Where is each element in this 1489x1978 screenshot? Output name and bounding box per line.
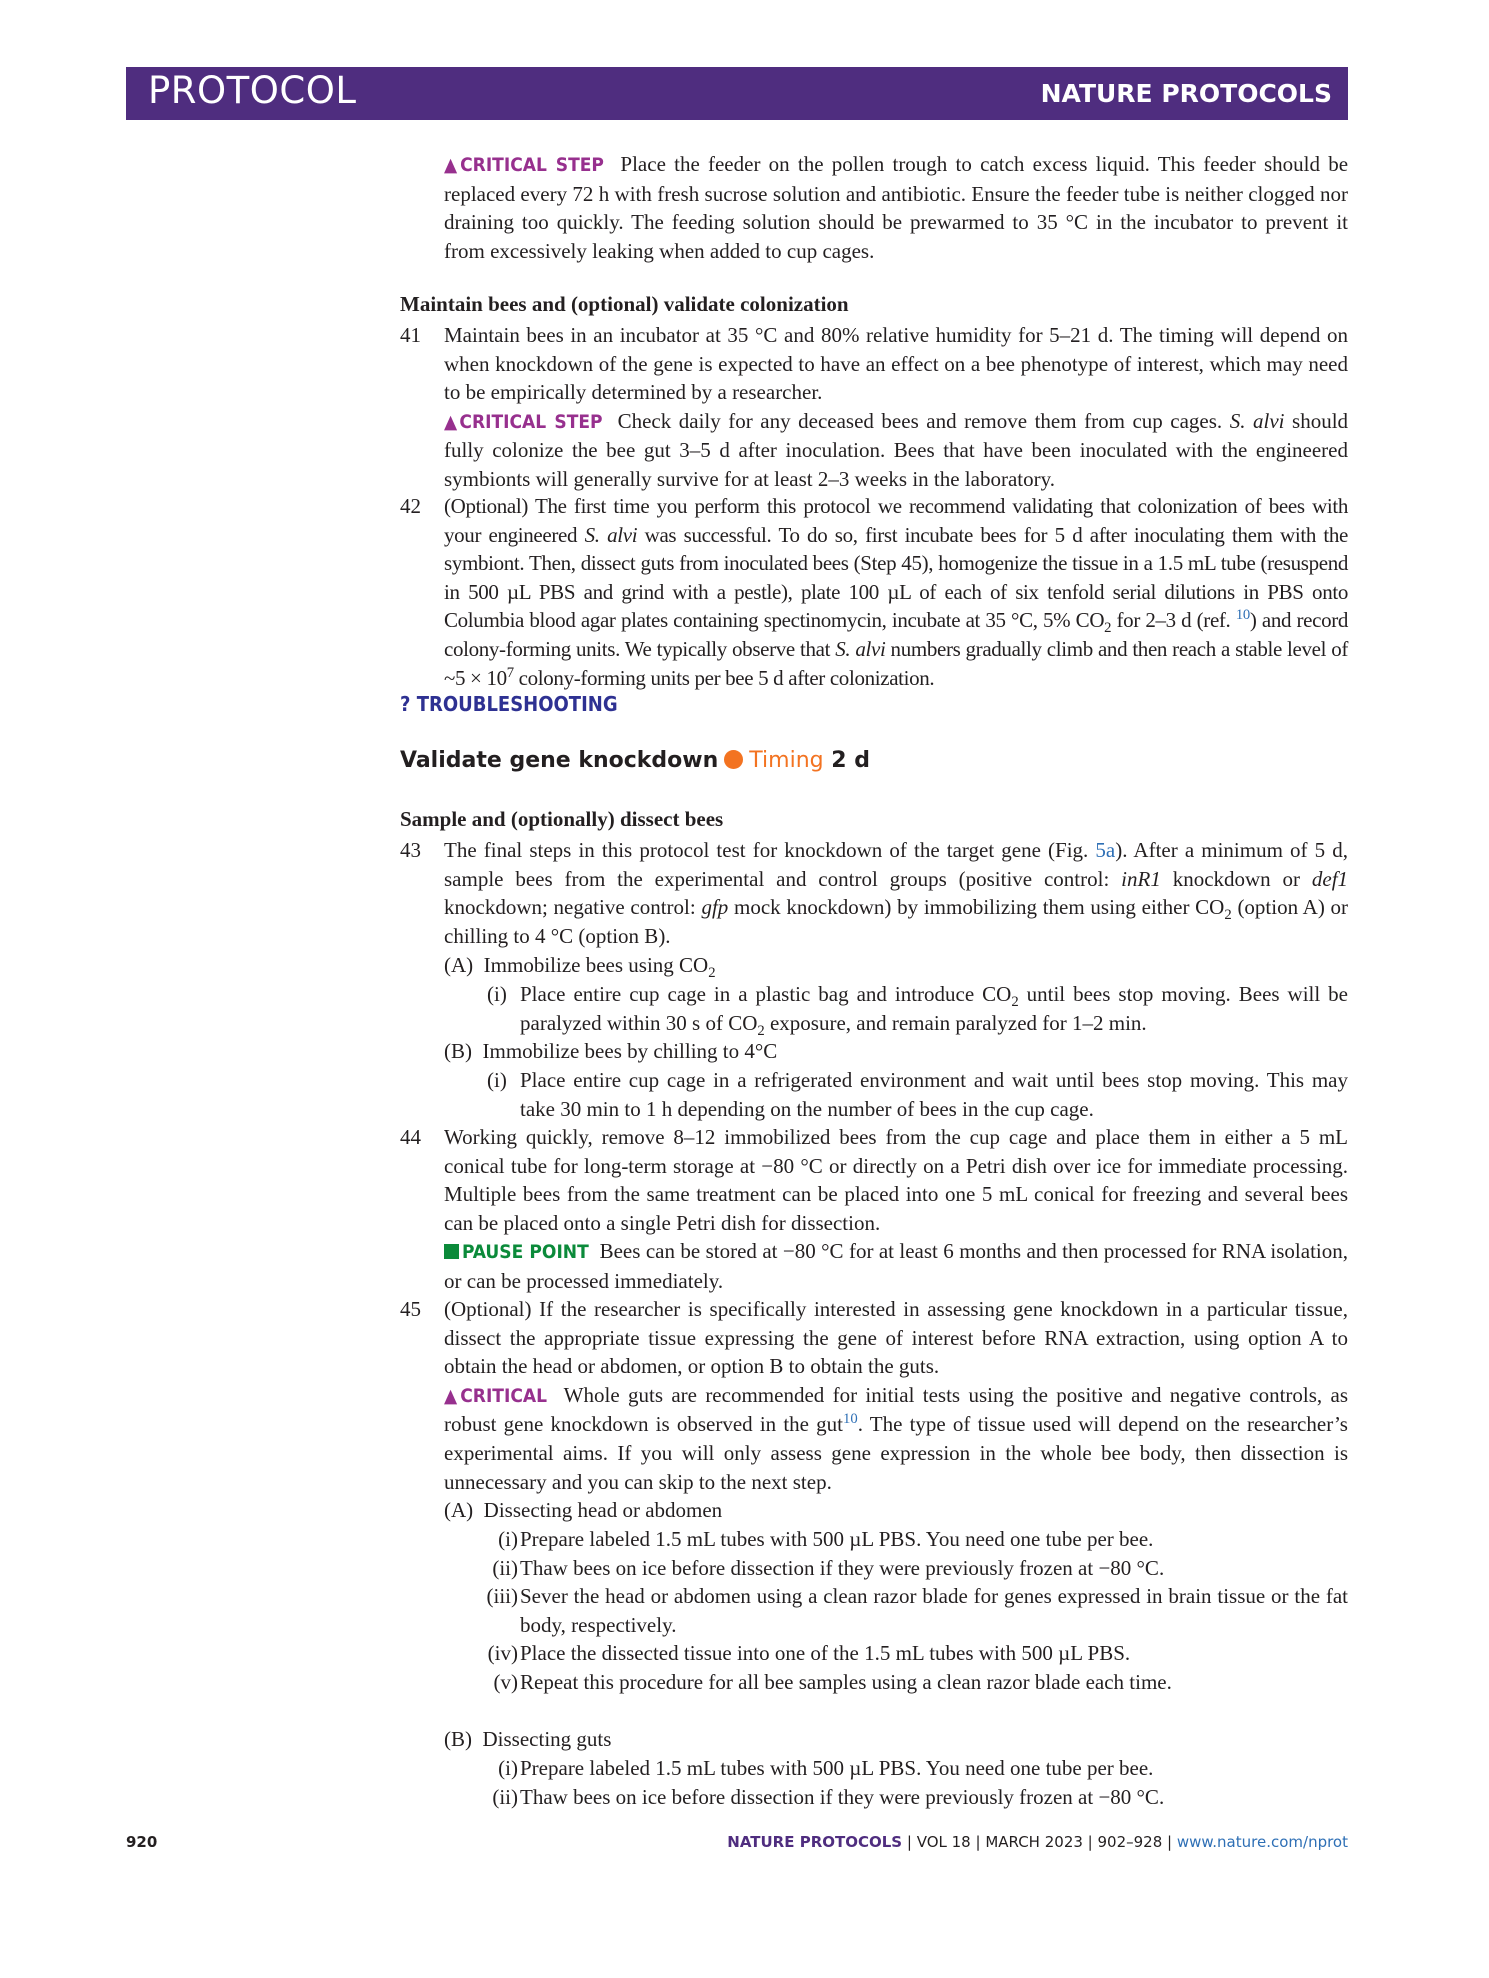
footer-journal: NATURE PROTOCOLS [727, 1833, 903, 1851]
option-b-heading: (B) Immobilize bees by chilling to 4°C [444, 1039, 778, 1063]
step-number: 43 [400, 838, 421, 862]
substep-text: Place the dissected tissue into one of the 1.5 mL tubes with 500 µL PBS. [520, 1641, 1131, 1666]
gene-name: def1 [1311, 866, 1349, 891]
footer-citation: NATURE PROTOCOLS | VOL 18 | MARCH 2023 | 902–928 | www.nature.com/nprot [727, 1833, 1348, 1851]
substep-label: (iv) [487, 1641, 518, 1666]
timing-dot-icon [724, 750, 743, 769]
critical-step-paragraph [444, 407, 1348, 494]
substep-label: (ii) [492, 1555, 518, 1580]
substep-item [468, 1582, 1348, 1639]
substep-item [468, 1668, 1348, 1697]
header-section-label: PROTOCOL [148, 69, 357, 112]
pause-square-icon [444, 1244, 459, 1259]
pause-text: Bees can be stored at −80 °C for at least 6 months and then processed for RNA isolation, or can be processed immediately. [444, 1239, 1348, 1293]
step-45 [400, 1295, 1348, 1496]
substep-label: (i) [498, 1756, 518, 1780]
step-text: (Optional) The first time you perform this protocol we recommend validating that colonization of bees with your engineered S. alvi was successful. To do so, first incubate bees for 5 d after inoculating them with the symbiont. Then, dissect guts from inoculated bees (Step 45), homogenize the tissue in a 1.5 mL tube (resuspend in 500 µL PBS and grind with a pestle), plate 100 µL of each of six tenfold serial dilutions in PBS onto Columbia blood agar plates containing spectinomycin, incubate at 35 °C, 5% $CO_2$ for 2–3 d (ref. $^{10}$) and record colony-forming units. We typically observe that S. alvi numbers gradually climb and then reach a stable level of ~5 × $10^7$ colony-forming units per bee 5 d after colonization. [444, 494, 1349, 690]
organism-name: S. alvi [1229, 408, 1285, 433]
substep-text: Prepare labeled 1.5 mL tubes with 500 µL PBS. You need one tube per bee. [520, 1527, 1154, 1551]
substep-label: (ii) [492, 1784, 518, 1809]
option-a-heading: (A) Immobilize bees using $CO_2$ [444, 953, 716, 982]
step-number: 44 [400, 1125, 421, 1149]
footer-pages: 902–928 [1097, 1833, 1163, 1851]
gene-name: inR1 [1121, 866, 1161, 891]
substep-text: Prepare labeled 1.5 mL tubes with 500 µL PBS. You need one tube per bee. [520, 1756, 1154, 1780]
substep-item [468, 1783, 1348, 1812]
option-a-heading: (A) Dissecting head or abdomen [444, 1498, 723, 1522]
option-a-list [468, 1525, 1348, 1697]
substep-item [468, 1554, 1348, 1583]
page-number: 920 [126, 1833, 158, 1851]
critical-paragraph: ▲CRITICAL Whole guts are recommended for initial tests using the positive and negative controls, as robust gene knockdown is observed in the gut$^{10}$. The type of tissue used will depend on the researcher’s experimental aims. If you will only assess gene expression in the whole bee body, then dissection is unnecessary and you can skip to the next step. [444, 1382, 1349, 1494]
header-bar [126, 67, 1348, 120]
section-title: Validate gene knockdown [400, 748, 719, 773]
substep-label: (iii) [486, 1584, 518, 1609]
step-number: 45 [400, 1297, 421, 1321]
critical-step-paragraph [444, 150, 1348, 265]
critical-label: ▲CRITICAL [444, 1384, 547, 1407]
gene-name: gfp [701, 895, 729, 920]
critical-text: should fully colonize the bee gut 3–5 d after inoculation. Bees that have been inoculated with the engineered symbionts will generally survive for at least 2–3 weeks in the laboratory. [444, 408, 1349, 491]
substep-text: Sever the head or abdomen using a clean razor blade for genes expressed in brain tissue or the fat body, respectively. [520, 1584, 1348, 1637]
footer-volume: VOL 18 [916, 1833, 971, 1851]
substep-label: (i) [487, 1068, 507, 1092]
step-number: 42 [400, 494, 421, 518]
step-43 [400, 836, 1348, 950]
timing-value: 2 d [831, 748, 870, 773]
step-text: The final steps in this protocol test for knockdown of the target gene (Fig. 5a). After a minimum of 5 d, sample bees from the experimental and control groups (positive control: inR1 knockdown or def1 knockdown; negative control: gfp mock knockdown) by immobilizing them using either $CO_2$ (option A) or chilling to 4 °C (option B). [444, 838, 1349, 948]
subheading-maintain-bees: Maintain bees and (optional) validate colonization [400, 292, 849, 316]
substep-label: (i) [498, 1527, 518, 1551]
substep-label: (v) [493, 1669, 518, 1694]
step-text: Maintain bees in an incubator at 35 °C and 80% relative humidity for 5–21 d. The timing will depend on when knockdown of the gene is expected to have an effect on a bee phenotype of interest, which may need to be empirically determined by a researcher. [444, 323, 1348, 405]
organism-name: S. alvi [584, 522, 638, 547]
substep-text: Repeat this procedure for all bee samples using a clean razor blade each time. [520, 1669, 1172, 1694]
substep-label: (i) [487, 982, 507, 1006]
option-b-substep [487, 1066, 1348, 1123]
step-number: 41 [400, 323, 421, 347]
critical-step-label: ▲CRITICAL STEP [444, 154, 604, 176]
critical-step-text: Place the feeder on the pollen trough to catch excess liquid. This feeder should be replaced every 72 h with fresh sucrose solution and antibiotic. Ensure the feeder tube is neither clogged nor draining too quickly. The feeding solution should be prewarmed to 35 °C in the incubator to prevent it from excessively leaking when added to cup cages. [444, 152, 1349, 263]
critical-step-block [444, 150, 1348, 265]
step-text: Working quickly, remove 8–12 immobilized bees from the cup cage and place them in either a 5 mL conical tube for long-term storage at −80 °C or directly on a Petri dish over ice for immediate processing. Multiple bees from the same treatment can be placed into one 5 mL conical for freezing and several bees can be placed onto a single Petri dish for dissection. [444, 1125, 1348, 1235]
pause-point-paragraph [444, 1237, 1348, 1295]
timing-label: Timing [749, 748, 824, 773]
substep-item [468, 1525, 1348, 1554]
substep-item [468, 1754, 1348, 1783]
substep-text: Thaw bees on ice before dissection if they were previously frozen at −80 °C. [520, 1555, 1165, 1580]
option-b-heading: (B) Dissecting guts [444, 1727, 612, 1751]
option-b-list [468, 1754, 1348, 1811]
step-text: (Optional) If the researcher is specifically interested in assessing gene knockdown in a particular tissue, dissect the appropriate tissue expressing the gene of interest before RNA extraction, using option A to obtain the head or abdomen, or option B to obtain the guts. [444, 1297, 1348, 1379]
step-41 [400, 321, 1348, 494]
step-44 [400, 1123, 1348, 1296]
figure-link[interactable]: 5a [1095, 838, 1116, 862]
pause-point-label: PAUSE POINT [462, 1241, 589, 1264]
footer-date: MARCH 2023 [985, 1833, 1083, 1851]
section-heading [400, 748, 870, 773]
substep-text: Thaw bees on ice before dissection if they were previously frozen at −80 °C. [520, 1784, 1165, 1809]
header-journal-name: NATURE PROTOCOLS [1040, 79, 1332, 108]
reference-link[interactable]: 10 [1235, 607, 1250, 624]
reference-link[interactable]: 10 [843, 1411, 858, 1428]
footer-url[interactable]: www.nature.com/nprot [1176, 1833, 1348, 1851]
critical-text: Check daily for any deceased bees and remove them from cup cages. [617, 408, 1223, 433]
option-a-substep [487, 980, 1348, 1037]
subheading-sample-bees: Sample and (optionally) dissect bees [400, 807, 724, 831]
troubleshooting-link[interactable]: ? TROUBLESHOOTING [400, 692, 618, 716]
substep-text: Place entire cup cage in a plastic bag and introduce $CO_2$ until bees stop moving. Bees will be paralyzed within 30 s of $CO_2$ exposure, and remain paralyzed for 1–2 min. [520, 982, 1348, 1039]
critical-step-label: ▲CRITICAL STEP [444, 410, 603, 433]
substep-item [468, 1639, 1348, 1668]
substep-text: Place entire cup cage in a refrigerated environment and wait until bees stop moving. This may take 30 min to 1 h depending on the number of bees in the cup cage. [520, 1068, 1348, 1121]
step-42 [400, 492, 1348, 692]
organism-name: S. alvi [835, 636, 886, 661]
